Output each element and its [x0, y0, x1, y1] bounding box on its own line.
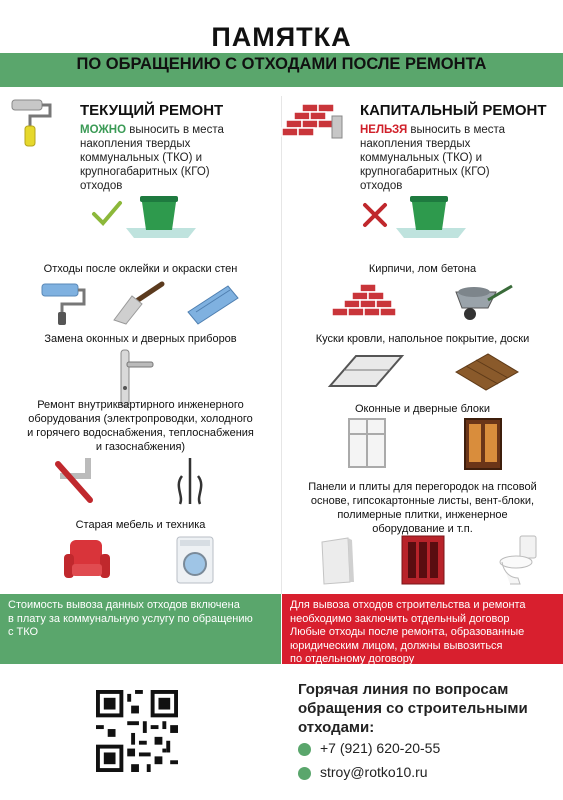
- bin-icon: [396, 190, 466, 240]
- right-lead: НЕЛЬЗЯ выносить в места накопления твердых коммунальных (ТКО) и крупногабаритных (КГО) отходов: [360, 124, 506, 192]
- wallpaper-roll-icon: [184, 282, 240, 326]
- washing-machine-icon: [176, 536, 214, 584]
- hotline-phone[interactable]: +7 (921) 620-20-55: [320, 740, 441, 756]
- left-title: ТЕКУЩИЙ РЕМОНТ: [80, 102, 224, 119]
- paint-roller-icon: [10, 98, 62, 148]
- right-column: [282, 96, 563, 594]
- left-footer-note: Стоимость вывоза данных отходов включена в плату за коммунальную услугу по обращению с ТКО: [0, 594, 281, 664]
- right-lead-strong: НЕЛЬЗЯ: [360, 124, 408, 136]
- right-caption-1: Кирпичи, лом бетона: [368, 263, 477, 275]
- email-icon: [298, 767, 311, 780]
- hotline-heading: Горячая линия по вопросам обращения со строительными отходами:: [298, 681, 528, 736]
- phone-icon: [298, 743, 311, 756]
- armchair-icon: [62, 536, 112, 586]
- page-subtitle: ПО ОБРАЩЕНИЮ С ОТХОДАМИ ПОСЛЕ РЕМОНТА: [76, 55, 487, 73]
- door-icon: [464, 418, 502, 470]
- right-caption-2: Куски кровли, напольное покрытие, доски: [315, 333, 530, 345]
- left-caption-1: Отходы после оклейки и окраски стен: [43, 263, 238, 275]
- hotline-email[interactable]: stroy@rotko10.ru: [320, 764, 428, 780]
- cross-icon: [362, 202, 388, 228]
- roof-icon: [326, 352, 406, 392]
- left-lead-strong: МОЖНО: [80, 124, 127, 136]
- bricks-icon: [282, 102, 346, 142]
- qr-code-icon[interactable]: [96, 690, 178, 772]
- left-lead: МОЖНО выносить в места накопления твердых коммунальных (ТКО) и крупногабаритных (КГО) отходов: [80, 124, 224, 192]
- toilet-icon: [498, 534, 540, 586]
- wiring-icon: [172, 456, 208, 506]
- left-caption-2: Замена оконных и дверных приборов: [44, 333, 237, 345]
- right-caption-3: Оконные и дверные блоки: [355, 403, 490, 415]
- vent-block-icon: [400, 532, 446, 586]
- gypsum-panel-icon: [318, 536, 354, 586]
- left-caption-4: Старая мебель и техника: [75, 519, 206, 531]
- floor-boards-icon: [454, 352, 520, 392]
- left-caption-3: Ремонт внутриквартирного инженерного оборудования (электропроводки, холодного и горячего водоснабжения, теплоснабжения и газоснабжения): [27, 399, 254, 453]
- left-column: [0, 96, 281, 594]
- pipe-wrench-icon: [50, 456, 110, 504]
- brush-icon: [108, 282, 164, 326]
- bin-icon: [126, 190, 196, 240]
- right-title: КАПИТАЛЬНЫЙ РЕМОНТ: [360, 102, 547, 119]
- right-caption-4: Панели и плиты для перегородок на гпсовой основе, гипсокартонные листы, вент-блоки, полимерные плитки, инженерное оборудование и т.п.: [308, 481, 537, 535]
- checkmark-icon: [92, 200, 122, 226]
- wheelbarrow-icon: [452, 282, 514, 322]
- page-title: ПАМЯТКА: [211, 22, 352, 52]
- bricks-pile-icon: [330, 282, 408, 322]
- right-footer-note: Для вывоза отходов строительства и ремонта необходимо заключить отдельный договор Любые отходы после ремонта, образованные юридическим лицом, должны вывозиться по отдельному договору: [282, 594, 563, 664]
- wallpaper-roller-icon: [40, 282, 90, 326]
- header-subtitle-layer: [0, 0, 563, 88]
- window-icon: [348, 418, 386, 468]
